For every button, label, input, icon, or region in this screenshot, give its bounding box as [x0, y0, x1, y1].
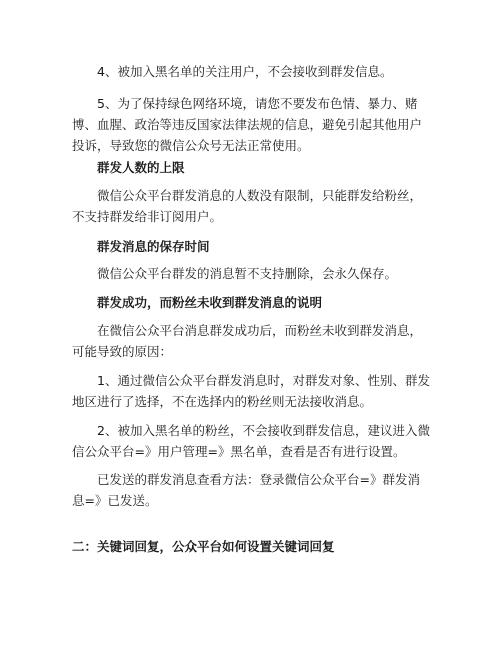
heading-delivery-failure: 群发成功，而粉丝未收到群发消息的说明 — [97, 295, 323, 310]
paragraph-reason-targeting: 1、通过微信公众平台群发消息时，对群发对象、性别、群发地区进行了选择，不在选择内的粉丝则无法接收消息。 — [72, 373, 430, 409]
paragraph-blacklist-followers: 4、被加入黑名单的关注用户，不会接收到群发信息。 — [97, 64, 393, 79]
heading-retention-time: 群发消息的保存时间 — [97, 239, 210, 254]
heading-recipient-limit: 群发人数的上限 — [97, 160, 185, 175]
paragraph-green-network: 5、为了保持绿色网络环境，请您不要发布色情、暴力、赌博、血腥、政治等违反国家法律法规的信息，避免引起其他用户投诉，导致您的微信公众号无法正常使用。 — [72, 96, 423, 153]
paragraph-retention-time: 微信公众平台群发的消息暂不支持删除，会永久保存。 — [97, 266, 398, 281]
section-title-keyword-reply: 二：关键词回复，公众平台如何设置关键词回复 — [72, 539, 335, 554]
paragraph-reason-blacklist: 2、被加入黑名单的粉丝，不会接收到群发信息，建议进入微信公众平台=》用户管理=》黑名单，查看是否有进行设置。 — [72, 423, 430, 459]
paragraph-view-sent: 已发送的群发消息查看方法：登录微信公众平台=》群发消息=》已发送。 — [72, 472, 420, 508]
paragraph-recipient-limit: 微信公众平台群发消息的人数没有限制，只能群发给粉丝，不支持群发给非订阅用户。 — [72, 188, 423, 224]
paragraph-delivery-failure-intro: 在微信公众平台消息群发成功后，而粉丝未收到群发消息，可能导致的原因： — [72, 323, 423, 359]
